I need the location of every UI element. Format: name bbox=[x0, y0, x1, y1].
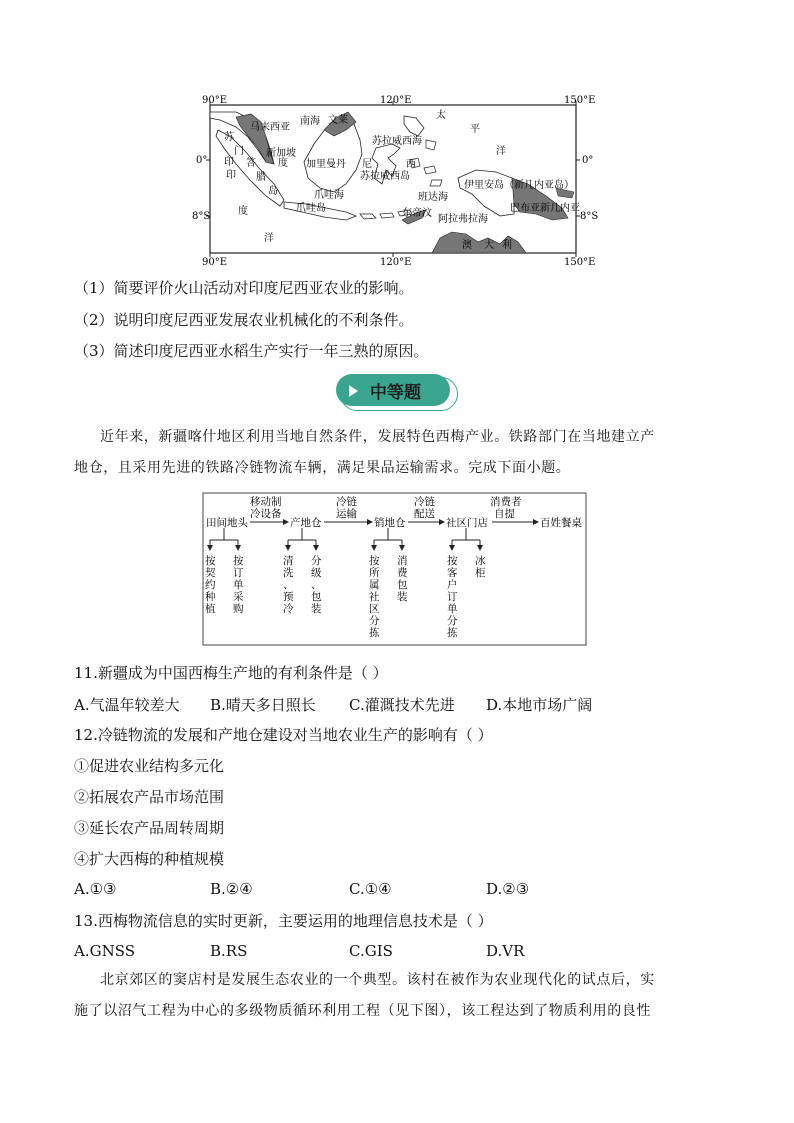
flow-sub-char: 采 bbox=[233, 591, 244, 603]
flow-sub-char: 消 bbox=[397, 555, 408, 567]
link4-l1: 消费者 bbox=[490, 496, 522, 508]
label-sulawesi: 苏拉威西岛 bbox=[360, 171, 410, 182]
flow-sub-char: 按 bbox=[447, 555, 458, 567]
flow-sub-char: 装 bbox=[397, 591, 408, 603]
q12-option-b[interactable]: B.②④ bbox=[210, 880, 253, 898]
q11-option-a[interactable]: A.气温年较差大 bbox=[74, 696, 180, 714]
q12-option-d[interactable]: D.②③ bbox=[486, 880, 530, 898]
label-io-du: 度 bbox=[238, 206, 248, 217]
label-south-sea: 南海 bbox=[300, 116, 320, 127]
flow-sub-char: 拣 bbox=[447, 627, 458, 639]
question-3: （3）简述印度尼西亚水稻生产实行一年三熟的原因。 bbox=[74, 342, 429, 360]
q13-option-d[interactable]: D.VR bbox=[486, 942, 525, 960]
q12-item-3: ③延长农产品周转周期 bbox=[74, 819, 225, 837]
link3-l1: 冷链 bbox=[414, 496, 435, 508]
q11-option-c[interactable]: C.灌溉技术先进 bbox=[349, 696, 455, 714]
intro2-line2: 施了以沼气工程为中心的多级物质循环利用工程（见下图），该工程达到了物质利用的良性 bbox=[74, 1003, 651, 1019]
label-kalimantan: 加里曼丹 bbox=[306, 159, 346, 170]
flow-sub-char: 级 bbox=[311, 567, 322, 579]
label-indo-yin: 印 bbox=[224, 157, 234, 168]
lon-label-120-bottom: 120°E bbox=[380, 257, 412, 268]
label-xi: 西 bbox=[406, 159, 416, 170]
link2-l2: 运输 bbox=[336, 508, 357, 520]
link3-l2: 配送 bbox=[414, 508, 435, 520]
flow-sub-char: 清 bbox=[283, 555, 294, 567]
label-sulawesi-sea: 苏拉威西海 bbox=[372, 136, 422, 147]
flow-sub-char: 、 bbox=[283, 579, 294, 591]
flow-sub-char: 客 bbox=[447, 567, 458, 579]
intro1-line1: 近年来，新疆喀什地区利用当地自然条件，发展特色西梅产业。铁路部门在当地建立产 bbox=[100, 429, 655, 445]
flow-sub-char: 契 bbox=[205, 567, 216, 579]
link1-l2: 冷设备 bbox=[250, 508, 282, 520]
question-2: （2）说明印度尼西亚发展农业机械化的不利条件。 bbox=[74, 311, 414, 329]
q13-option-b[interactable]: B.RS bbox=[210, 942, 248, 960]
lat-label-0-right: 0° bbox=[582, 155, 594, 166]
q12-item-4: ④扩大西梅的种植规模 bbox=[74, 850, 225, 868]
flow-sub-char: 洗 bbox=[283, 567, 294, 579]
flow-sub-char: 户 bbox=[447, 579, 458, 591]
label-sumatra-da: 答 bbox=[246, 158, 256, 169]
label-newguinea: 伊里安岛（新几内亚岛） bbox=[464, 180, 574, 191]
q11-option-d[interactable]: D.本地市场广阔 bbox=[486, 696, 593, 714]
flow-sub-char: 预 bbox=[283, 591, 294, 603]
flow-sub-char: 分 bbox=[369, 615, 380, 627]
flow-sub-char: 包 bbox=[397, 579, 408, 591]
flow-sub-char: 按 bbox=[233, 555, 244, 567]
flow-sub-char: 拣 bbox=[369, 627, 380, 639]
q12-item-1: ①促进农业结构多元化 bbox=[74, 757, 225, 775]
label-io-yang: 洋 bbox=[264, 233, 274, 244]
q13-option-c[interactable]: C.GIS bbox=[349, 942, 393, 960]
lon-label-150-top: 150°E bbox=[564, 95, 596, 106]
flow-sub-char: 分 bbox=[311, 555, 322, 567]
label-aus-da: 大 bbox=[484, 240, 494, 251]
link2-l1: 冷链 bbox=[336, 496, 357, 508]
node-sales-warehouse: 销地仓 bbox=[374, 517, 406, 529]
badge-label: 中等题 bbox=[370, 383, 421, 403]
flow-sub-char: 种 bbox=[205, 591, 216, 603]
label-pacific-yang: 洋 bbox=[496, 146, 506, 157]
label-ni: 尼 bbox=[362, 159, 372, 170]
label-sumatra-la: 腊 bbox=[256, 172, 266, 183]
label-aus-ao: 澳 bbox=[462, 240, 472, 251]
label-aus-li: 利 bbox=[502, 240, 512, 251]
link1-l1: 移动制 bbox=[250, 496, 282, 508]
lat-label-0-left: 0° bbox=[196, 155, 208, 166]
q12-option-c[interactable]: C.①④ bbox=[349, 880, 392, 898]
flow-sub-char: 订 bbox=[233, 567, 244, 579]
flow-sub-char: 按 bbox=[369, 555, 380, 567]
lon-label-150-bottom: 150°E bbox=[564, 257, 596, 268]
flow-sub-char: 植 bbox=[205, 603, 216, 615]
label-sumatra-men: 门 bbox=[234, 146, 244, 157]
label-png: 巴布亚新几内亚 bbox=[510, 203, 580, 214]
q12-stem: 12.冷链物流的发展和产地仓建设对当地农业生产的影响有（ ） bbox=[74, 726, 493, 744]
flow-sub-char: 冰 bbox=[475, 555, 486, 567]
flow-sub-char: 柜 bbox=[475, 567, 486, 579]
flow-sub-char: 装 bbox=[311, 603, 322, 615]
flow-sub-char: 冷 bbox=[283, 603, 294, 615]
label-du: 度 bbox=[278, 158, 288, 169]
lat-label-8s-left: 8°S bbox=[192, 211, 211, 222]
flow-sub-char: 订 bbox=[447, 591, 458, 603]
flow-sub-char: 包 bbox=[311, 591, 322, 603]
label-timor: 东帝汶 bbox=[402, 208, 432, 219]
label-sumatra-dao: 岛 bbox=[268, 186, 278, 197]
node-field: 田间地头 bbox=[206, 517, 248, 529]
label-malaysia: 马来西亚 bbox=[250, 122, 290, 133]
q11-option-b[interactable]: B.晴天多日照长 bbox=[210, 696, 316, 714]
node-origin-warehouse: 产地仓 bbox=[290, 517, 322, 529]
flow-sub-char: 按 bbox=[205, 555, 216, 567]
flow-sub-char: 、 bbox=[311, 579, 322, 591]
node-dinner-table: 百姓餐桌 bbox=[540, 517, 582, 529]
flow-sub-char: 单 bbox=[447, 603, 458, 615]
label-java: 爪哇岛 bbox=[296, 203, 326, 214]
label-io-yin: 印 bbox=[226, 170, 236, 181]
intro1-line2: 地仓，且采用先进的铁路冷链物流车辆，满足果品运输需求。完成下面小题。 bbox=[74, 460, 571, 476]
section-badge bbox=[336, 374, 458, 410]
q12-item-2: ②拓展农产品市场范围 bbox=[74, 788, 225, 806]
play-icon bbox=[349, 385, 358, 397]
label-pacific-tai: 太 bbox=[436, 110, 446, 121]
label-sumatra-su: 苏 bbox=[224, 132, 234, 143]
label-brunei: 文莱 bbox=[328, 115, 348, 126]
lon-label-120-top: 120°E bbox=[380, 95, 412, 106]
flow-sub-char: 属 bbox=[369, 579, 380, 591]
flow-sub-char: 所 bbox=[369, 567, 380, 579]
cold-chain-flow-diagram bbox=[202, 492, 588, 648]
flow-sub-char: 分 bbox=[447, 615, 458, 627]
q11-stem: 11.新疆成为中国西梅生产地的有利条件是（ ） bbox=[74, 664, 388, 682]
link4-l2: 自提 bbox=[494, 508, 515, 520]
flow-sub-char: 社 bbox=[369, 591, 380, 603]
flow-sub-char: 区 bbox=[369, 603, 380, 615]
label-java-sea: 爪哇海 bbox=[314, 190, 344, 201]
q13-stem: 13.西梅物流信息的实时更新，主要运用的地理信息技术是（ ） bbox=[74, 912, 493, 930]
flow-sub-char: 约 bbox=[205, 579, 216, 591]
lon-label-90-bottom: 90°E bbox=[202, 257, 228, 268]
intro2-line1: 北京郊区的窦店村是发展生态农业的一个典型。该村在被作为农业现代化的试点后，实 bbox=[100, 972, 655, 988]
flow-sub-char: 费 bbox=[397, 567, 408, 579]
q13-option-a[interactable]: A.GNSS bbox=[74, 942, 135, 960]
node-community-store: 社区门店 bbox=[446, 517, 488, 529]
flow-sub-char: 购 bbox=[233, 603, 244, 615]
lat-label-8s-right: 8°S bbox=[580, 211, 599, 222]
lon-label-90-top: 90°E bbox=[202, 95, 228, 106]
flow-sub-char: 单 bbox=[233, 579, 244, 591]
label-arafura: 阿拉弗拉海 bbox=[438, 214, 488, 225]
label-singapore: 新加坡 bbox=[266, 148, 296, 159]
label-pacific-ping: 平 bbox=[470, 124, 480, 135]
question-1: （1）简要评价火山活动对印度尼西亚农业的影响。 bbox=[74, 279, 414, 297]
label-banda: 班达海 bbox=[418, 192, 448, 203]
indonesia-map bbox=[192, 92, 600, 270]
q12-option-a[interactable]: A.①③ bbox=[74, 880, 117, 898]
